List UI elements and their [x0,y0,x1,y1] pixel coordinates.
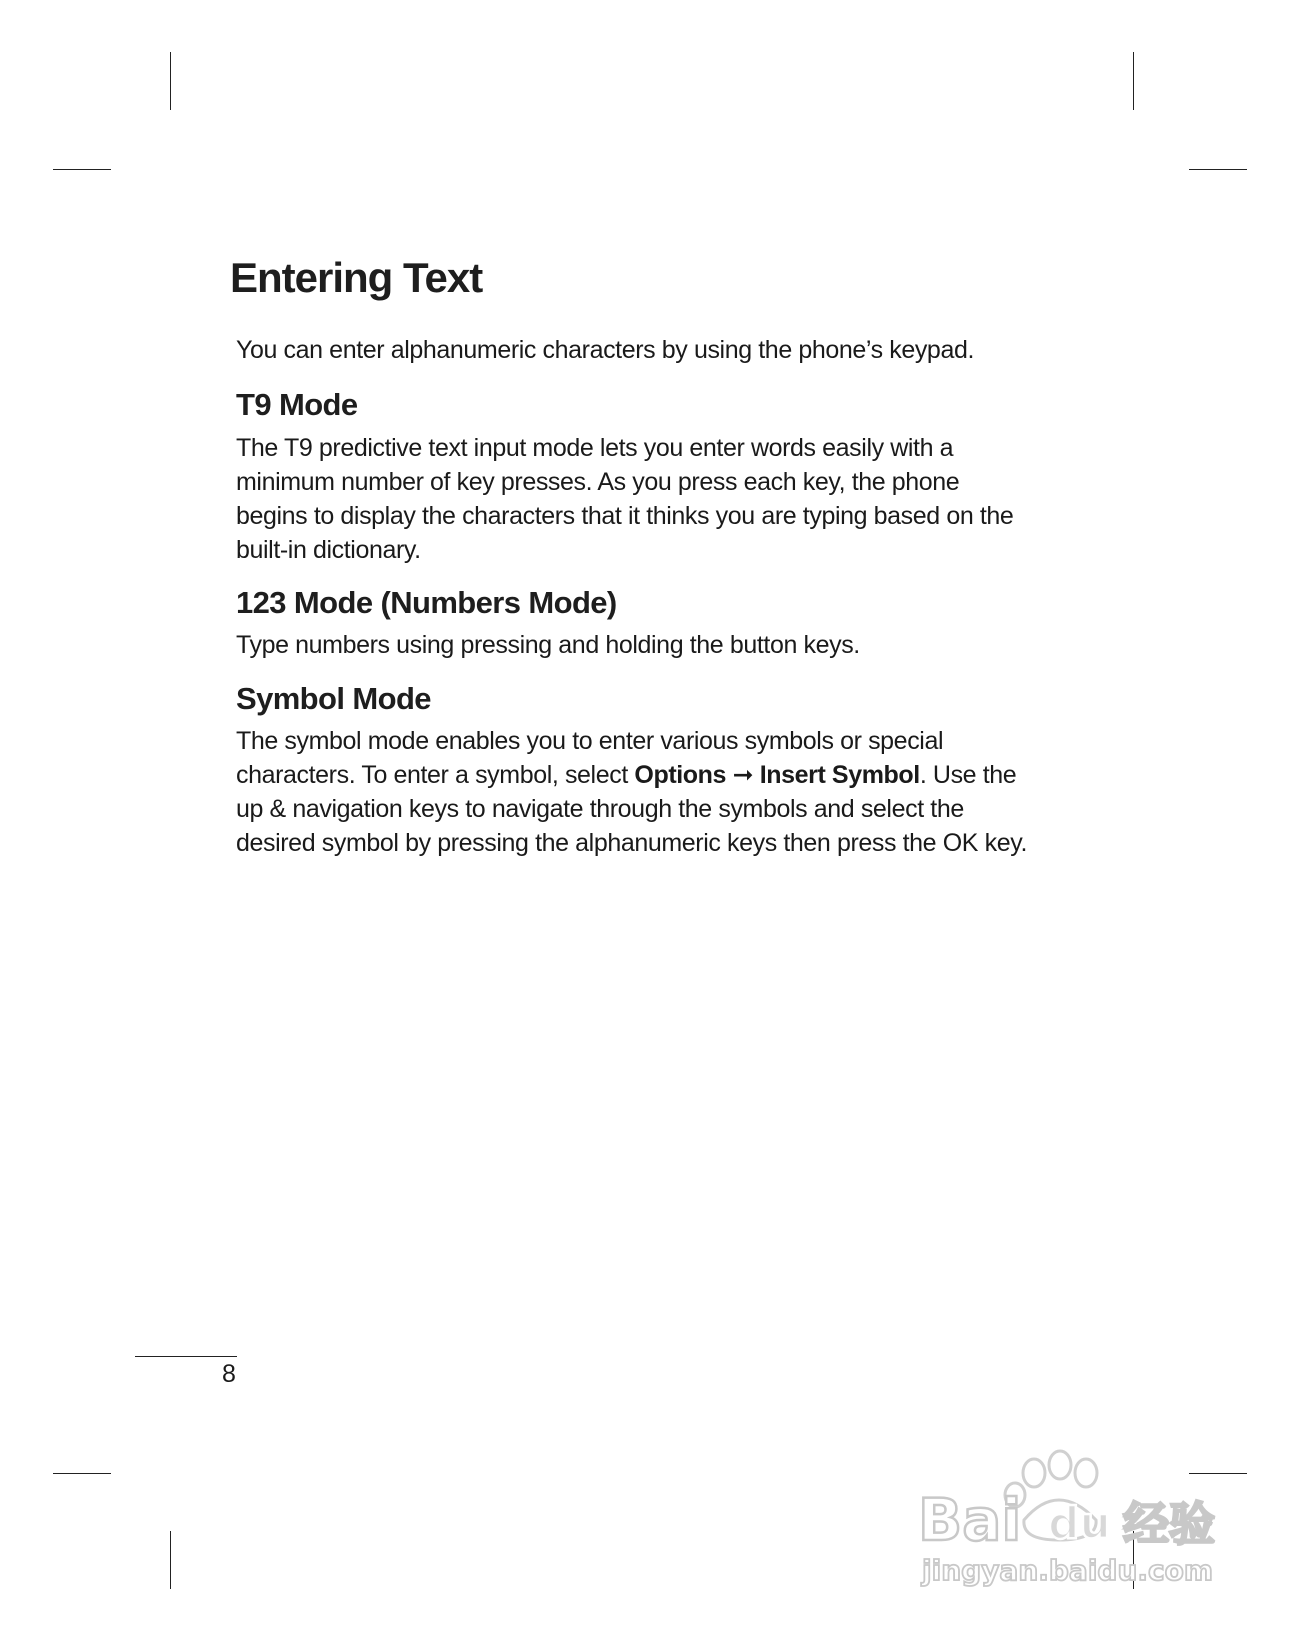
body-line: desired symbol by pressing the alphanumeric keys then press the OK key. [236,829,1027,857]
intro-paragraph: You can enter alphanumeric characters by using the phone’s keypad. [236,336,974,364]
page-number: 8 [222,1360,236,1388]
svg-text:经验: 经验 [1123,1497,1215,1551]
body-line: The T9 predictive text input mode lets you enter words easily with a [236,434,954,462]
page-title: Entering Text [230,254,483,301]
baidu-paw-logo-icon [918,1440,1218,1590]
body-line: up & navigation keys to navigate through the symbols and select the [236,795,964,823]
body-text: characters. To enter a symbol, select [236,761,635,789]
footer-rule [135,1356,237,1357]
crop-mark-top-left-vertical [170,52,171,110]
baidu-jingyan-watermark [918,1440,1218,1590]
section-body-t9-mode [236,431,1076,567]
body-line [236,758,1076,792]
svg-text:Bai: Bai [918,1486,1022,1554]
body-line: Type numbers using pressing and holding the button keys. [236,631,860,659]
section-heading-symbol-mode: Symbol Mode [236,681,431,716]
svg-text:du: du [1048,1498,1111,1549]
body-line: The symbol mode enables you to enter various symbols or special [236,727,944,755]
watermark-url: jingyan.baidu.com [922,1554,1214,1587]
crop-mark-top-right-vertical [1133,52,1134,110]
body-text: . Use the [919,761,1017,789]
body-line: minimum number of key presses. As you press each key, the phone [236,468,960,496]
crop-mark-bottom-left-horizontal [53,1473,111,1474]
section-heading-t9-mode: T9 Mode [236,387,358,422]
section-body-123-mode [236,628,1076,662]
crop-mark-bottom-left-vertical [170,1531,171,1589]
body-line: built-in dictionary. [236,536,421,564]
crop-mark-top-right-horizontal [1189,169,1247,170]
section-heading-123-mode: 123 Mode (Numbers Mode) [236,585,617,620]
crop-mark-top-left-horizontal [53,169,111,170]
body-line: begins to display the characters that it thinks you are typing based on the [236,502,1014,530]
menu-path-options-insert-symbol: Options ➞ Insert Symbol [634,761,920,789]
section-body-symbol-mode [236,724,1076,860]
